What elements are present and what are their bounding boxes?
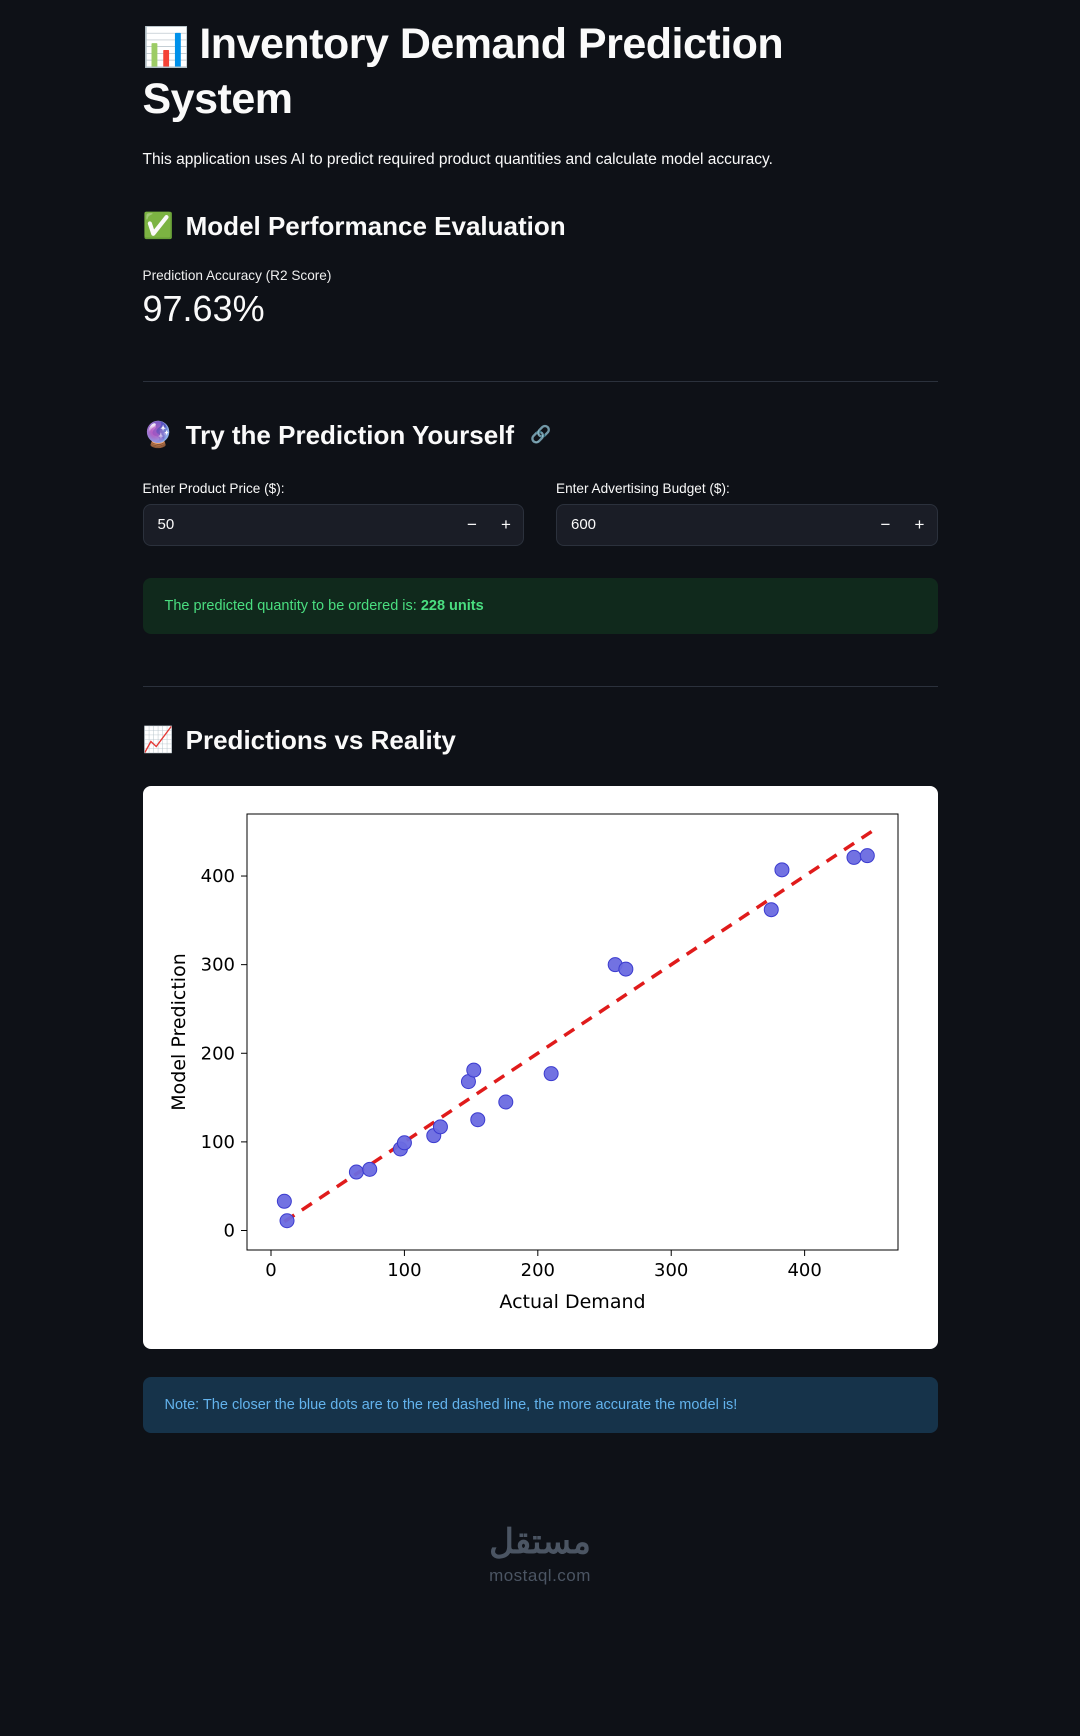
budget-stepper[interactable]	[556, 504, 938, 546]
check-mark-icon: ✅	[142, 212, 174, 241]
svg-text:200: 200	[520, 1259, 555, 1281]
svg-text:100: 100	[386, 1259, 422, 1281]
mostaql-logo-arabic: مستقل	[489, 1523, 591, 1561]
prediction-inputs-row	[143, 481, 938, 546]
svg-text:0: 0	[223, 1220, 235, 1242]
divider-1	[143, 381, 938, 382]
accuracy-metric-label: Prediction Accuracy (R2 Score)	[142, 268, 332, 284]
price-stepper[interactable]	[143, 504, 525, 546]
budget-input-group	[556, 481, 938, 546]
mostaql-logo-latin: mostaql.com	[489, 1566, 591, 1585]
chart-section-title	[143, 725, 938, 756]
budget-decrement-button[interactable]: −	[880, 514, 891, 534]
predictions-vs-reality-chart	[161, 802, 920, 1322]
accuracy-metric-value: 97.63%	[142, 288, 265, 330]
evaluation-section-title	[143, 211, 938, 242]
page-container	[143, 0, 938, 1433]
prediction-title-text: Try the Prediction Yourself	[185, 419, 515, 450]
evaluation-title-text: Model Performance Evaluation	[185, 211, 566, 242]
svg-text:100: 100	[200, 1131, 235, 1153]
prediction-result-alert	[143, 578, 938, 634]
prediction-section-title	[143, 420, 938, 451]
divider-2	[143, 686, 938, 687]
crystal-ball-icon: 🔮	[142, 420, 174, 449]
price-input-label: Enter Product Price ($):	[142, 480, 285, 496]
page-title	[143, 18, 938, 126]
budget-input-label: Enter Advertising Budget ($):	[556, 480, 730, 496]
price-decrement-button[interactable]: −	[467, 514, 477, 534]
budget-input[interactable]	[557, 505, 869, 545]
price-input[interactable]	[144, 505, 456, 545]
svg-text:0: 0	[264, 1259, 277, 1281]
scatter-chart-card	[143, 786, 938, 1349]
bar-chart-icon: 📊	[142, 27, 190, 69]
chart-title-text: Predictions vs Reality	[185, 724, 456, 755]
prediction-result-prefix: The predicted quantity to be ordered is:	[164, 597, 417, 614]
svg-text:200: 200	[200, 1042, 235, 1064]
svg-text:400: 400	[786, 1259, 822, 1281]
anchor-link-icon[interactable]: 🔗	[530, 425, 552, 445]
price-increment-button[interactable]: +	[501, 514, 511, 534]
chart-increasing-icon: 📈	[142, 725, 174, 754]
prediction-result-value: 228 units	[420, 597, 484, 614]
price-input-group	[143, 481, 525, 546]
svg-text:Model Prediction: Model Prediction	[167, 952, 190, 1111]
page-title-text: Inventory Demand Prediction System	[142, 20, 784, 123]
chart-note-alert: Note: The closer the blue dots are to the red dashed line, the more accurate the model is!	[143, 1377, 938, 1433]
svg-text:300: 300	[200, 954, 235, 976]
intro-text: This application uses AI to predict required product quantities and calculate model accuracy.	[142, 151, 773, 169]
svg-text:Actual Demand: Actual Demand	[498, 1290, 646, 1313]
svg-text:400: 400	[200, 865, 235, 887]
svg-text:300: 300	[653, 1259, 688, 1281]
footer-watermark	[0, 1522, 1080, 1586]
budget-increment-button[interactable]: +	[914, 514, 925, 534]
